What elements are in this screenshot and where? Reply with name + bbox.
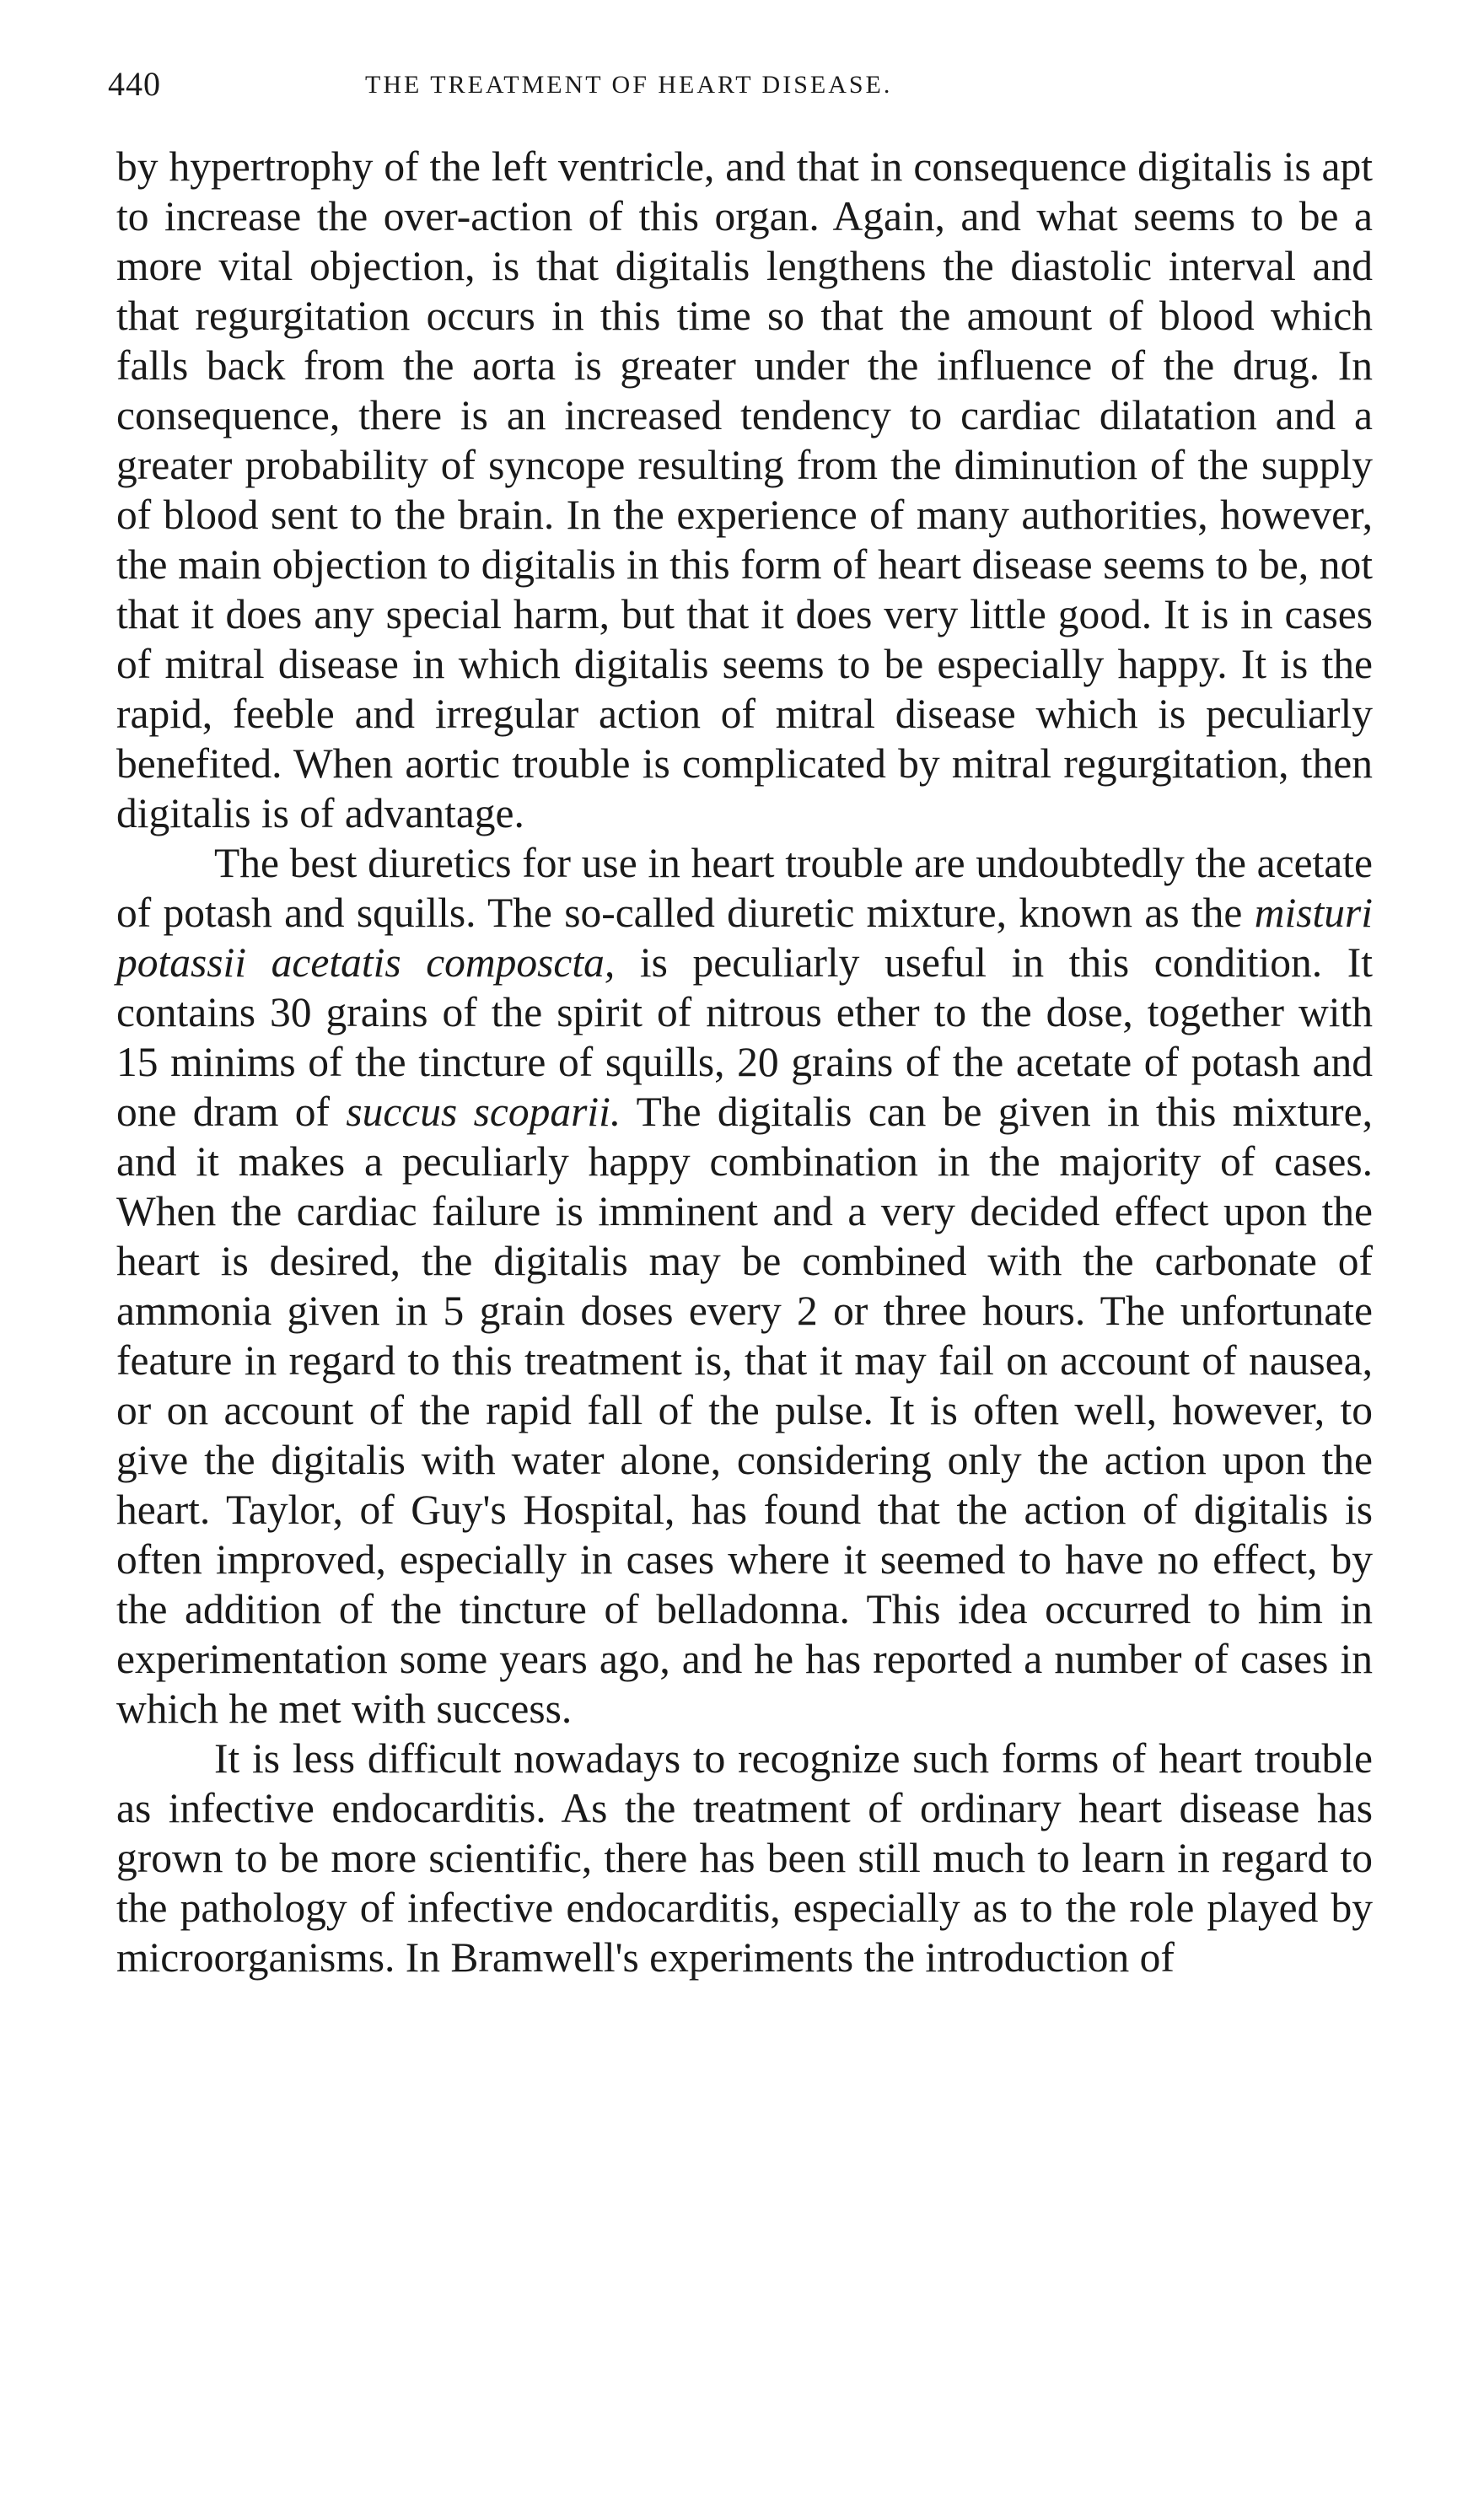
paragraph-2-run-1: The best diuretics for use in heart trouble are undoubtedly the acetate of potash and squills. The so-called diuretic mixture, known as the (116, 840, 1373, 936)
book-page (108, 59, 1373, 1982)
page-number: 440 (108, 65, 161, 103)
running-head (108, 59, 1373, 118)
body-text (116, 142, 1373, 1982)
paragraph-1: by hypertrophy of the left ventricle, and that in consequence digitalis is apt to increase the over-action of this organ. Again, and what seems to be a more vital objection, is that digitalis lengthens the diastolic interval and that regurgitation occurs in this time so that the amount of blood which falls back from the aorta is greater under the influence of the drug. In consequence, there is an increased tendency to cardiac dilatation and a greater probability of syncope resulting from the diminution of the supply of blood sent to the brain. In the experience of many authorities, however, the main objection to digitalis in this form of heart disease seems to be, not that it does any special harm, but that it does very little good. It is in cases of mitral disease in which digitalis seems to be especially happy. It is the rapid, feeble and irregular action of mitral disease which is peculiarly benefited. When aortic trouble is complicated by mitral regurgitation, then digitalis is of advantage. (116, 143, 1373, 836)
running-title: THE TREATMENT OF HEART DISEASE. (365, 71, 893, 99)
paragraph-2-latin-term-1: misturi potassii acetatis composcta, (116, 890, 1373, 986)
paragraph-2-run-3: The digitalis can be given in this mixture, and it makes a peculiarly happy combination in the majority of cases. When the cardiac failure is imminent and a very decided effect upon the heart is desired, the digitalis may be combined with the carbonate of ammonia given in 5 grain doses every 2 or three hours. The unfortunate feature in regard to this treatment is, that it may fail on account of nausea, or on account of the rapid fall of the pulse. It is often well, however, to give the digitalis with water alone, considering only the action upon the heart. Taylor, of Guy's Hospital, has found that the action of digitalis is often improved, especially in cases where it seemed to have no effect, by the addition of the tincture of belladonna. This idea occurred to him in experimentation some years ago, and he has reported a number of cases in which he met with success. (116, 1089, 1373, 1732)
paragraph-2-latin-term-2: succus scoparii. (346, 1089, 621, 1135)
paragraph-2 (116, 838, 1373, 1734)
paragraph-3: It is less difficult nowadays to recognize such forms of heart trouble as infective endocarditis. As the treatment of ordinary heart disease has grown to be more scientific, there has been still much to learn in regard to the pathology of infective endocarditis, especially as to the role played by microorganisms. In Bramwell's experiments the introduction of (116, 1735, 1373, 1981)
paragraph-2-run-2: is peculiarly useful in this condition. It contains 30 grains of the spirit of nitrous ether to the dose, together with 15 minims of the tincture of squills, 20 grains of the acetate of potash and one dram of (116, 939, 1373, 1135)
